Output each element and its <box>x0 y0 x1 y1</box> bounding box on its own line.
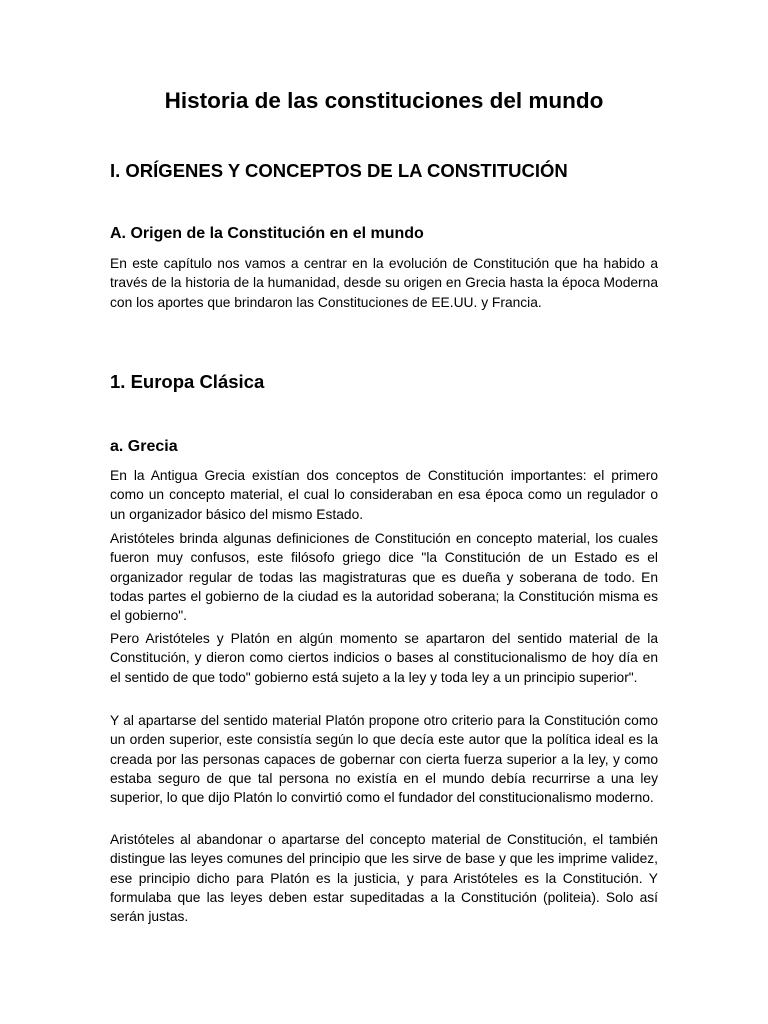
paragraph-grecia-4: Y al apartarse del sentido material Platón propone otro criterio para la Constitución como un orden superior, este consistía según lo que decía este autor que la política ideal es la creada por las personas capaces de gobernar con cierta fuerza superior a la ley, y como estaba seguro de que tal persona no existía en el mundo debía recurrirse a una ley superior, lo que dijo Platón lo convirtió como el fundador del constitucionalismo moderno. <box>110 713 658 806</box>
document-page <box>110 0 658 1024</box>
paragraph-grecia-1: En la Antigua Grecia existían dos conceptos de Constitución importantes: el primero como un concepto material, el cual lo consideraban en esa época como un regulador o un organizador básico del mismo Estado. <box>110 468 658 522</box>
subsection-heading-origen: A. Origen de la Constitución en el mundo <box>110 225 424 242</box>
paragraph-grecia-3: Pero Aristóteles y Platón en algún momento se apartaron del sentido material de la Constitución, y dieron como ciertos indicios o bases al constitucionalismo de hoy día en el sentido de que todo" gobierno está sujeto a la ley y toda ley a un principio superior". <box>110 631 658 685</box>
paragraph-grecia-5: Aristóteles al abandonar o apartarse del concepto material de Constitución, el también distingue las leyes comunes del principio que les sirve de base y que les imprime validez, ese principio dicho para Platón es la justicia, y para Aristóteles es la Constitución. Y formulaba que las leyes deben estar supeditadas a la Constitución (politeia). Solo así serán justas. <box>110 832 658 925</box>
document-title: Historia de las constituciones del mundo <box>164 88 604 113</box>
section-heading: I. ORÍGENES Y CONCEPTOS DE LA CONSTITUCIÓN <box>110 160 568 181</box>
paragraph-grecia-2: Aristóteles brinda algunas definiciones de Constitución en concepto material, los cuales fueron muy confusos, este filósofo griego dice "la Constitución de un Estado es el organizador regular de todas las magistraturas que es dueña y soberana de todo. En todas partes el gobierno de la ciudad es la autoridad soberana; la Constitución misma es el gobierno". <box>110 531 658 624</box>
section-heading-europa-clasica: 1. Europa Clásica <box>110 371 265 392</box>
subsection-heading-grecia: a. Grecia <box>110 438 178 455</box>
paragraph-origen: En este capítulo nos vamos a centrar en la evolución de Constitución que ha habido a través de la historia de la humanidad, desde su origen en Grecia hasta la época Moderna con los aportes que brindaron las Constituciones de EE.UU. y Francia. <box>110 256 658 310</box>
